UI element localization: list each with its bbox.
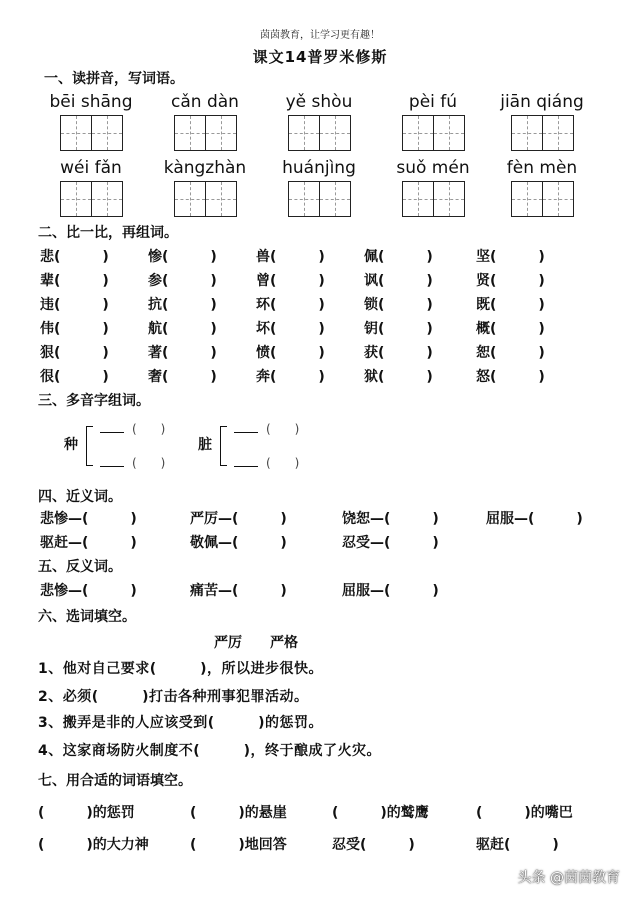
writing-grid[interactable] — [511, 115, 574, 151]
synonym-item[interactable]: 屈服—( ) — [486, 511, 583, 527]
pinyin-label: wéi fǎn — [60, 158, 122, 178]
synonym-item[interactable]: 驱赶—( ) — [40, 535, 137, 551]
pinyin-label: jiān qiáng — [500, 92, 584, 112]
compare-item[interactable]: 航( ) — [148, 321, 217, 337]
synonym-item[interactable]: 严厉—( ) — [190, 511, 287, 527]
answer-blank[interactable] — [100, 466, 124, 467]
compare-item[interactable]: 佩( ) — [364, 249, 433, 265]
writing-grid[interactable] — [174, 115, 237, 151]
compare-item[interactable]: 获( ) — [364, 345, 433, 361]
pinyin-label: suǒ mén — [396, 158, 470, 178]
compare-item[interactable]: 伟( ) — [40, 321, 109, 337]
pinyin-label: yě shòu — [285, 92, 353, 112]
brace-icon — [220, 426, 227, 466]
writing-grid[interactable] — [60, 115, 123, 151]
compare-item[interactable]: 违( ) — [40, 297, 109, 313]
compare-item[interactable]: 悲( ) — [40, 249, 109, 265]
fill-sentence[interactable]: 4、这家商场防火制度不( )，终于酿成了火灾。 — [38, 743, 382, 759]
pinyin-label: fèn mèn — [506, 158, 578, 178]
section-7-heading: 七、用合适的词语填空。 — [38, 773, 192, 789]
pinyin-label: kàngzhàn — [163, 158, 247, 178]
page-title: 课文14普罗米修斯 — [252, 48, 388, 66]
compare-item[interactable]: 锁( ) — [364, 297, 433, 313]
section-1-heading: 一、读拼音，写词语。 — [44, 71, 184, 87]
compare-item[interactable]: 奢( ) — [148, 369, 217, 385]
section-6-heading: 六、选词填空。 — [38, 609, 136, 625]
compare-item[interactable]: 狱( ) — [364, 369, 433, 385]
antonym-item[interactable]: 悲惨—( ) — [40, 583, 137, 599]
compare-item[interactable]: 钥( ) — [364, 321, 433, 337]
polyphone-char: 种 — [64, 437, 78, 453]
phrase-item[interactable]: ( )的惩罚 — [38, 805, 135, 821]
writing-grid[interactable] — [288, 115, 351, 151]
answer-blank[interactable] — [234, 466, 258, 467]
compare-item[interactable]: 恕( ) — [476, 345, 545, 361]
compare-item[interactable]: 既( ) — [476, 297, 545, 313]
writing-grid[interactable] — [60, 181, 123, 217]
synonym-item[interactable]: 敬佩—( ) — [190, 535, 287, 551]
writing-grid[interactable] — [174, 181, 237, 217]
compare-item[interactable]: 参( ) — [148, 273, 217, 289]
compare-item[interactable]: 概( ) — [476, 321, 545, 337]
fill-sentence[interactable]: 1、他对自己要求( )，所以进步很快。 — [38, 661, 324, 677]
section-5-heading: 五、反义词。 — [38, 559, 122, 575]
compare-item[interactable]: 奔( ) — [256, 369, 325, 385]
writing-grid[interactable] — [288, 181, 351, 217]
polyphone-char: 脏 — [198, 437, 212, 453]
watermark: 头条 @茵茵教育 — [517, 870, 620, 886]
compare-item[interactable]: 抗( ) — [148, 297, 217, 313]
pinyin-label: pèi fú — [408, 92, 458, 112]
compare-item[interactable]: 很( ) — [40, 369, 109, 385]
page-header: 茵茵教育，让学习更有趣！ — [260, 30, 380, 41]
antonym-item[interactable]: 屈服—( ) — [342, 583, 439, 599]
compare-item[interactable]: 怒( ) — [476, 369, 545, 385]
answer-blank[interactable] — [234, 432, 258, 433]
compare-item[interactable]: 贤( ) — [476, 273, 545, 289]
antonym-item[interactable]: 痛苦—( ) — [190, 583, 287, 599]
writing-grid[interactable] — [402, 181, 465, 217]
compare-item[interactable]: 坏( ) — [256, 321, 325, 337]
phrase-item[interactable]: ( )的大力神 — [38, 837, 149, 853]
compare-item[interactable]: 曾( ) — [256, 273, 325, 289]
paren-blank[interactable]: ( ) — [132, 456, 166, 470]
synonym-item[interactable]: 忍受—( ) — [342, 535, 439, 551]
compare-item[interactable]: 著( ) — [148, 345, 217, 361]
phrase-item[interactable]: 驱赶( ) — [476, 837, 559, 853]
compare-item[interactable]: 狠( ) — [40, 345, 109, 361]
brace-icon — [86, 426, 93, 466]
synonym-item[interactable]: 悲惨—( ) — [40, 511, 137, 527]
paren-blank[interactable]: ( ) — [132, 422, 166, 436]
pinyin-label: huánjìng — [282, 158, 356, 178]
pinyin-label: cǎn dàn — [171, 92, 239, 112]
phrase-item[interactable]: ( )的鹫鹰 — [332, 805, 429, 821]
section-3-heading: 三、多音字组词。 — [38, 393, 150, 409]
writing-grid[interactable] — [402, 115, 465, 151]
synonym-item[interactable]: 饶恕—( ) — [342, 511, 439, 527]
phrase-item[interactable]: ( )的悬崖 — [190, 805, 287, 821]
fill-sentence[interactable]: 3、搬弄是非的人应该受到( )的惩罚。 — [38, 715, 324, 731]
section-2-heading: 二、比一比，再组词。 — [38, 225, 178, 241]
phrase-item[interactable]: ( )的嘴巴 — [476, 805, 573, 821]
writing-grid[interactable] — [511, 181, 574, 217]
phrase-item[interactable]: 忍受( ) — [332, 837, 415, 853]
compare-item[interactable]: 愤( ) — [256, 345, 325, 361]
answer-blank[interactable] — [100, 432, 124, 433]
fill-sentence[interactable]: 2、必须( )打击各种刑事犯罪活动。 — [38, 689, 309, 705]
pinyin-label: bēi shāng — [49, 92, 133, 112]
paren-blank[interactable]: ( ) — [266, 456, 300, 470]
compare-item[interactable]: 讽( ) — [364, 273, 433, 289]
compare-item[interactable]: 坚( ) — [476, 249, 545, 265]
compare-item[interactable]: 惨( ) — [148, 249, 217, 265]
word-choices: 严厉 严格 — [214, 635, 298, 651]
compare-item[interactable]: 环( ) — [256, 297, 325, 313]
section-4-heading: 四、近义词。 — [38, 489, 122, 505]
paren-blank[interactable]: ( ) — [266, 422, 300, 436]
compare-item[interactable]: 兽( ) — [256, 249, 325, 265]
phrase-item[interactable]: ( )地回答 — [190, 837, 287, 853]
compare-item[interactable]: 辈( ) — [40, 273, 109, 289]
